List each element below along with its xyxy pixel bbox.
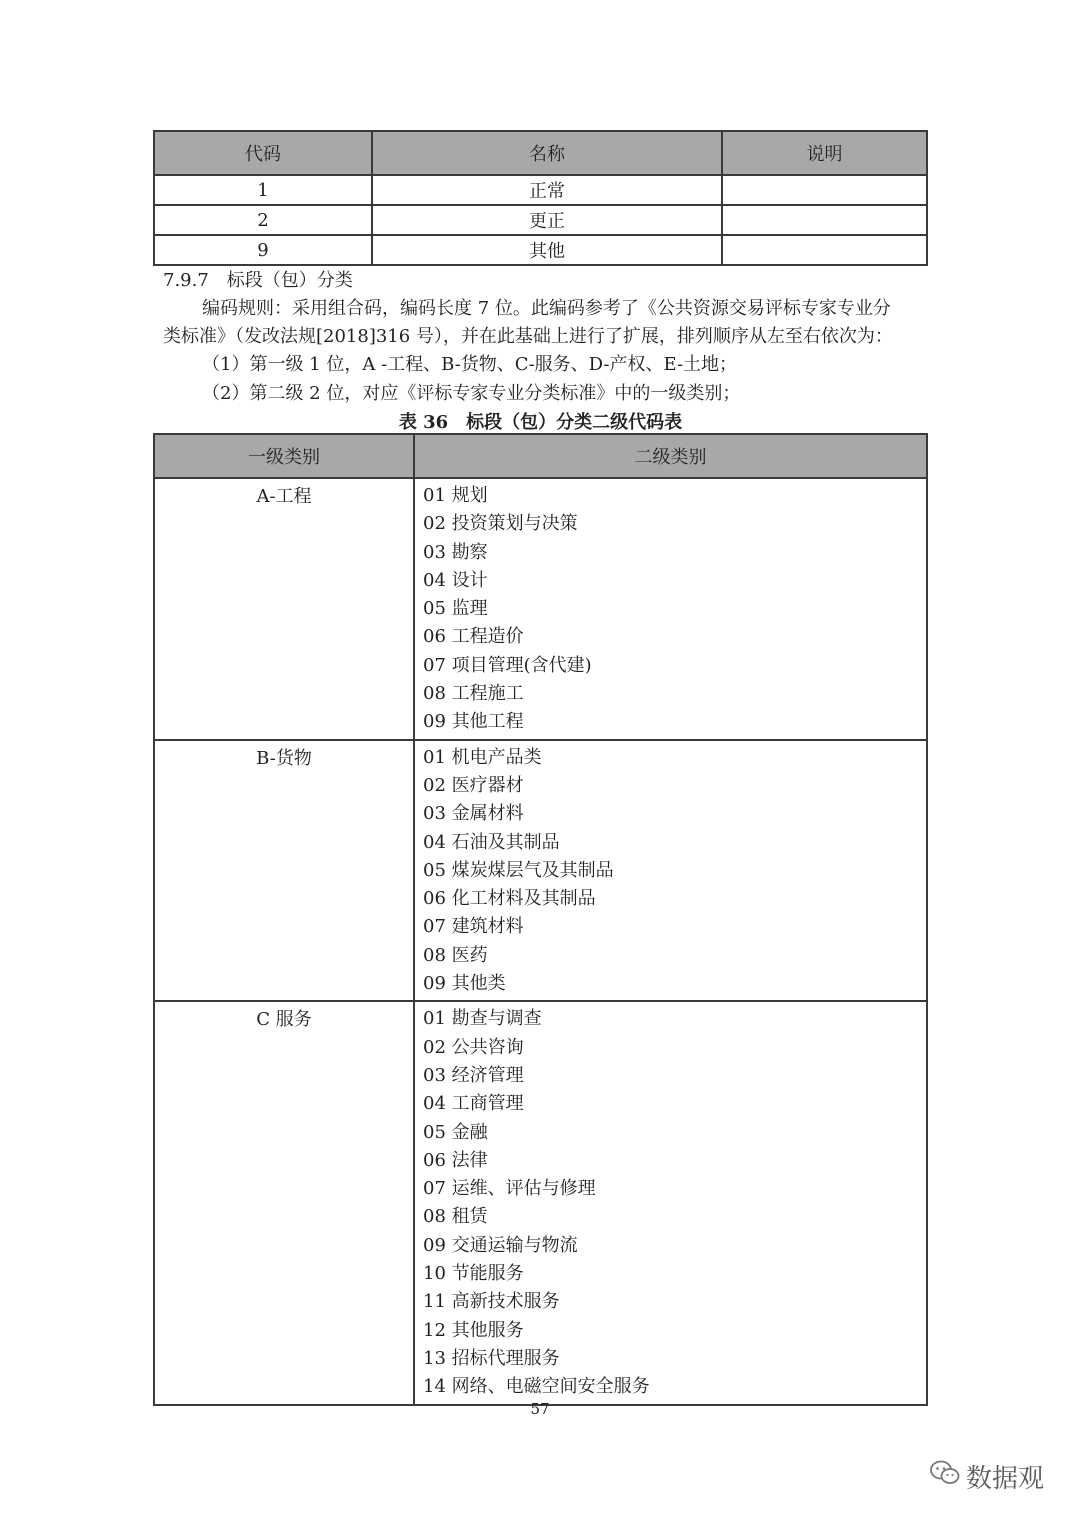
list-item: 08 医药 [423,944,488,966]
list-item: 08 工程施工 [423,683,524,705]
list-item-2: （2）第二级 2 位，对应《评标专家专业分类标准》中的一级类别； [202,383,741,404]
category-group-row [154,1001,927,1404]
cell-note [722,205,927,235]
category-group-row [154,740,927,1002]
list-item: 06 工程造价 [423,626,524,648]
table-row [154,175,927,205]
list-item: 06 法律 [423,1149,488,1171]
page-number: 57 [530,1400,550,1418]
level2-list [414,740,927,1002]
list-item: 01 规划 [423,485,488,506]
list-item: 05 监理 [423,598,488,620]
level2-list [414,478,927,740]
cell-note [722,175,927,205]
cell-name: 其他 [372,235,722,265]
list-item: 08 租赁 [423,1206,488,1228]
list-item: 05 煤炭煤层气及其制品 [423,859,614,881]
header-name: 名称 [372,131,722,175]
list-item: 02 投资策划与决策 [423,513,578,535]
cell-code: 9 [154,235,372,265]
list-item: 03 金属材料 [423,803,524,825]
list-item: 04 设计 [423,569,488,591]
table-caption: 表 36 标段（包）分类二级代码表 [398,412,683,433]
list-item: 12 其他服务 [423,1319,524,1341]
list-item: 03 勘察 [423,541,488,563]
list-item: 06 化工材料及其制品 [423,888,596,910]
category-group-row [154,478,927,740]
header-level1: 一级类别 [154,434,414,478]
level1-category: B-货物 [154,740,414,1002]
list-item: 11 高新技术服务 [423,1291,560,1313]
list-item: 03 经济管理 [423,1064,524,1086]
header-note: 说明 [722,131,927,175]
table-header-row [154,434,927,478]
section-heading: 7.9.7 标段（包）分类 [163,270,353,291]
table-row [154,235,927,265]
list-item: 07 运维、评估与修理 [423,1178,596,1200]
table-header-row [154,131,927,175]
list-item: 04 石油及其制品 [423,831,560,853]
header-code: 代码 [154,131,372,175]
list-item: 02 医疗器材 [423,774,524,796]
header-level2: 二级类别 [414,434,927,478]
list-item: 05 金融 [423,1121,488,1143]
list-item: 01 机电产品类 [423,746,542,768]
cell-name: 正常 [372,175,722,205]
list-item: 10 节能服务 [423,1263,524,1285]
list-item-1: （1）第一级 1 位，A -工程、B-货物、C-服务、D-产权、E-土地； [202,354,738,375]
list-item: 13 招标代理服务 [423,1347,560,1369]
cell-name: 更正 [372,205,722,235]
paragraph-line-1: 编码规则：采用组合码，编码长度 7 位。此编码参考了《公共资源交易评标专家专业分 [202,298,891,319]
wechat-icon [930,1460,960,1493]
category-code-table [153,433,928,1406]
cell-code: 2 [154,205,372,235]
level2-list [414,1001,927,1404]
list-item: 09 其他类 [423,973,506,995]
list-item: 09 交通运输与物流 [423,1234,578,1256]
level1-category: C 服务 [154,1001,414,1404]
watermark-text: 数据观 [966,1464,1045,1494]
cell-note [722,235,927,265]
status-code-table [153,130,928,266]
list-item: 07 建筑材料 [423,916,524,938]
paragraph-line-2: 类标准》（发改法规[2018]316 号），并在此基础上进行了扩展，排列顺序从左至右依次为： [163,326,893,347]
watermark [930,1458,1044,1495]
table-body [154,478,927,1405]
list-item: 02 公共咨询 [423,1036,524,1058]
cell-code: 1 [154,175,372,205]
list-item: 14 网络、电磁空间安全服务 [423,1376,650,1398]
list-item: 07 项目管理(含代建) [423,654,592,676]
table-row [154,205,927,235]
level1-category: A-工程 [154,478,414,740]
list-item: 09 其他工程 [423,711,524,733]
list-item: 04 工商管理 [423,1093,524,1115]
list-item: 01 勘查与调查 [423,1008,542,1030]
